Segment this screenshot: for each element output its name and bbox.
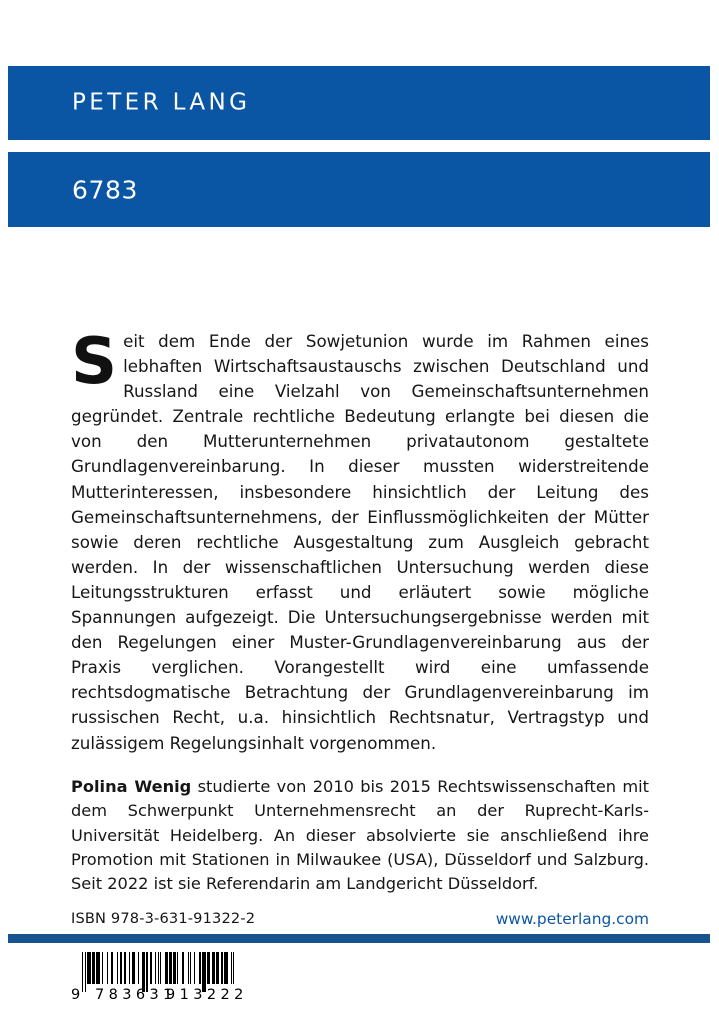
barcode-lead-digit: 9	[71, 987, 81, 1003]
publisher-name: PETER LANG	[72, 89, 251, 116]
barcode	[71, 952, 246, 1010]
series-band	[8, 152, 710, 227]
author-bio-text: studierte von 2010 bis 2015 Rechtswissenschaften mit dem Schwerpunkt Unternehmensrecht an der Ruprecht-Karls-Universität Heidelberg. An dieser absolvierte sie anschließend ihre Promotion mit Stationen in Milwaukee (USA), Düsseldorf und Salzburg. Seit 2022 ist sie Referendarin am Landgericht Düsseldorf.	[71, 777, 649, 894]
barcode-bars	[82, 952, 235, 988]
isbn-text: ISBN 978-3-631-91322-2	[71, 910, 256, 927]
series-number: 6783	[72, 175, 139, 204]
author-name: Polina Wenig	[71, 777, 192, 796]
footer-line	[71, 910, 649, 930]
blurb-paragraph: Seit dem Ende der Sowjetunion wurde im Rahmen eines lebhaften Wirtschaftsaustauschs zwischen Deutschland und Russland eine Vielzahl von Gemeinschaftsunternehmen gegründet. Zentrale rechtliche Bedeutung erlangte bei diesen die von den Mutterunternehmen privatautonom gestaltete Grundlagenvereinbarung. In dieser mussten widerstreitende Mutterinteressen, insbesondere hinsichtlich der Leitung des Gemeinschaftsunternehmens, der Einflussmöglichkeiten der Mütter sowie deren rechtliche Ausgestaltung zum Ausgleich gebracht werden. In der wissenschaftlichen Untersuchung werden diese Leitungsstrukturen erfasst und erläutert sowie mögliche Spannungen aufgezeigt. Die Untersuchungsergebnisse werden mit den Regelungen einer Muster-Grundlagenvereinbarung aus der Praxis verglichen. Vorangestellt wird eine umfassende rechtsdogmatische Betrachtung der Grundlagenvereinbarung im russischen Recht, u.a. hinsichtlich Rechtsnatur, Vertragstyp und zulässigem Regelungsinhalt vorgenommen.	[71, 325, 649, 753]
barcode-digits	[71, 987, 246, 1005]
footer-rule	[8, 934, 710, 943]
publisher-website-link[interactable]: www.peterlang.com	[495, 910, 649, 928]
barcode-right-group: 913222	[166, 987, 248, 1003]
publisher-band	[8, 66, 710, 140]
author-bio	[71, 775, 649, 896]
barcode-left-group: 783631	[95, 987, 177, 1003]
